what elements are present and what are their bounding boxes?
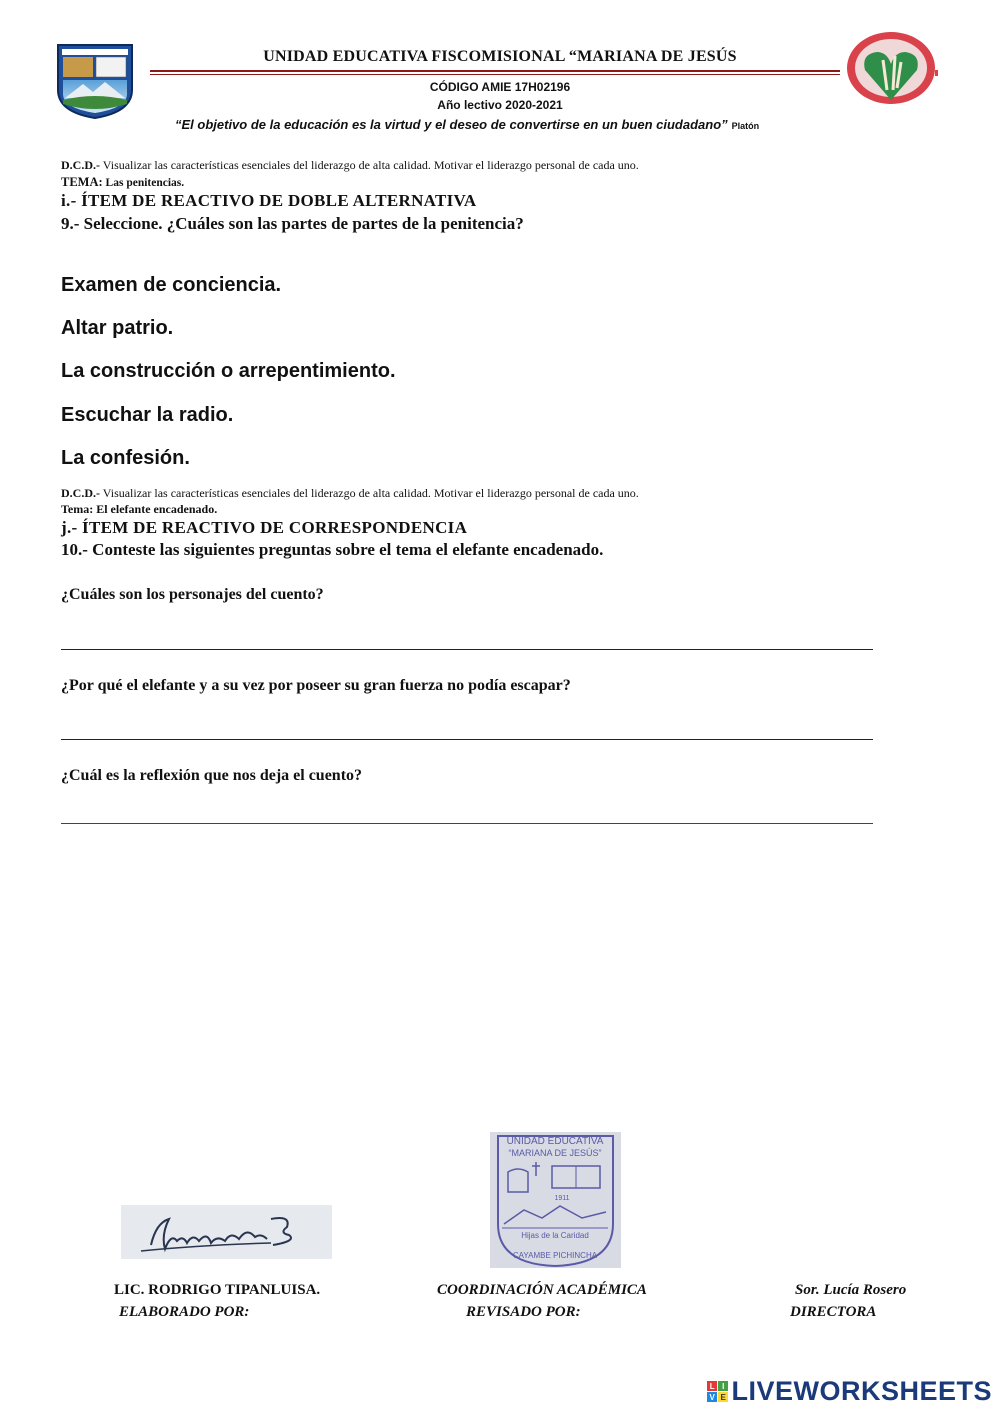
heart-emblem-logo [843, 30, 943, 108]
brand-letter-i: I [718, 1381, 728, 1391]
sub-question-1: ¿Cuáles son los personajes del cuento? [61, 586, 324, 603]
option-2[interactable]: Altar patrio. [61, 317, 174, 339]
header-quote [175, 117, 759, 132]
question-10: 10.- Conteste las siguientes preguntas sobre el tema el elefante encadenado. [61, 540, 604, 559]
director-name: Sor. Lucía Rosero [795, 1282, 907, 1298]
author-role: ELABORADO POR: [119, 1304, 250, 1320]
brand-letter-v: V [707, 1392, 717, 1402]
author-name: LIC. RODRIGO TIPANLUISA. [114, 1282, 321, 1298]
school-crest-logo-icon [55, 42, 135, 120]
section-j-heading: j.- ÍTEM DE REACTIVO DE CORRESPONDENCIA [61, 518, 468, 537]
dcd-label-2: D.C.D.- [61, 486, 100, 500]
director-role: DIRECTORA [790, 1304, 877, 1320]
header-divider-thin [150, 74, 840, 75]
stamp-line-3: 1911 [554, 1195, 570, 1202]
quote-author: Platón [731, 121, 760, 131]
signature-image [121, 1205, 332, 1259]
amie-code: CÓDIGO AMIE 17H02196 [429, 80, 571, 94]
stamp-line-5: CAYAMBE PICHINCHA [512, 1251, 598, 1260]
header-divider [150, 70, 840, 72]
tema-label: TEMA: [61, 175, 103, 189]
brand-logo-icon [707, 1381, 728, 1402]
signature-icon [121, 1205, 332, 1259]
school-crest-logo [55, 42, 135, 120]
school-stamp-icon [490, 1132, 621, 1268]
dcd-line [61, 158, 639, 173]
stamp-line-2: “MARIANA DE JESÚS” [508, 1148, 602, 1158]
brand-name: LIVEWORKSHEETS [731, 1376, 992, 1406]
answer-line-1[interactable] [61, 649, 873, 650]
tema-line [61, 175, 184, 190]
reviewer-role: REVISADO POR: [466, 1304, 581, 1320]
sub-question-3: ¿Cuál es la reflexión que nos deja el cuento? [61, 767, 363, 784]
dcd-label: D.C.D.- [61, 158, 100, 172]
dcd-line-2 [61, 486, 639, 501]
stamp-line-4: Hijas de la Caridad [521, 1231, 589, 1240]
liveworksheets-brand[interactable] [707, 1376, 992, 1407]
tema-text: Las penitencias. [102, 177, 185, 189]
option-1[interactable]: Examen de conciencia. [61, 274, 282, 296]
section-i-heading: i.- ÍTEM DE REACTIVO DE DOBLE ALTERNATIVA [61, 191, 477, 210]
option-3[interactable]: La construcción o arrepentimiento. [61, 360, 396, 382]
brand-letter-e: E [718, 1392, 728, 1402]
dcd-text: Visualizar las características esenciales del liderazgo de alta calidad. Motivar el liderazgo personal de cada uno. [100, 158, 639, 172]
answer-line-3[interactable] [61, 823, 873, 824]
option-5[interactable]: La confesión. [61, 447, 190, 469]
school-year: Año lectivo 2020-2021 [437, 98, 563, 112]
option-4[interactable]: Escuchar la radio. [61, 404, 234, 426]
stamp-line-1: UNIDAD EDUCATIVA [506, 1136, 604, 1147]
heart-emblem-logo-icon [843, 30, 943, 108]
school-name: UNIDAD EDUCATIVA FISCOMISIONAL “MARIANA DE JESÚS [263, 48, 737, 65]
question-9: 9.- Seleccione. ¿Cuáles son las partes de partes de la penitencia? [61, 214, 524, 233]
answer-line-2[interactable] [61, 739, 873, 740]
school-stamp [490, 1132, 621, 1268]
tema-line-2: Tema: El elefante encadenado. [61, 502, 218, 516]
reviewer-name: COORDINACIÓN ACADÉMICA [437, 1282, 647, 1298]
sub-question-2: ¿Por qué el elefante y a su vez por poseer su gran fuerza no podía escapar? [61, 677, 571, 694]
dcd-text-2: Visualizar las características esenciales del liderazgo de alta calidad. Motivar el liderazgo personal de cada uno. [100, 486, 639, 500]
quote-text: “El objetivo de la educación es la virtud y el deseo de convertirse en un buen ciudadano” [175, 117, 728, 132]
brand-letter-l: L [707, 1381, 717, 1391]
